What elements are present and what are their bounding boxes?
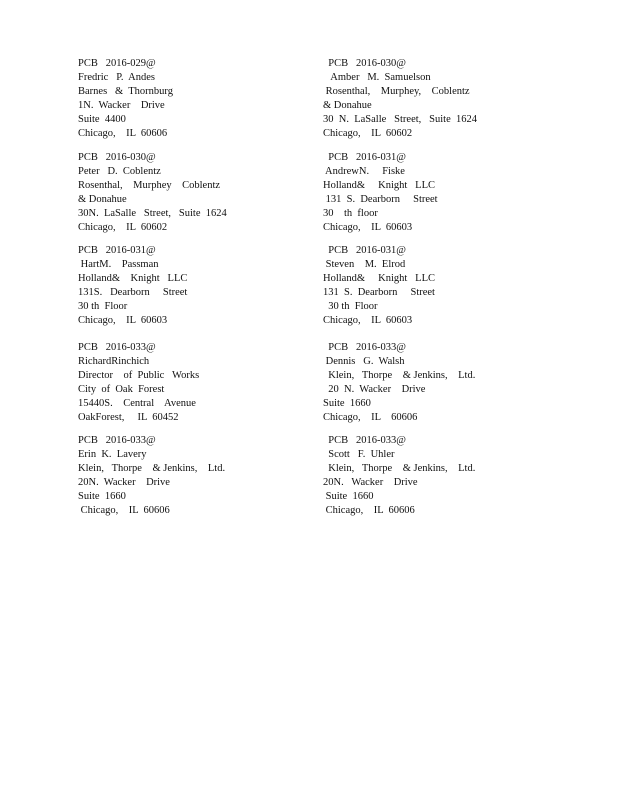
firm-name: Holland& Knight LLC <box>323 273 435 284</box>
city-state-zip: Chicago, IL 60603 <box>323 222 413 233</box>
address-block-elrod <box>323 244 563 328</box>
address-block-samuelson <box>323 57 563 141</box>
case-number: PCB 2016-033@ <box>78 435 156 446</box>
address-block-walsh <box>323 341 563 425</box>
city-state-zip: Chicago, IL 60606 <box>323 505 415 516</box>
recipient-name: AndrewN. Fiske <box>323 166 405 177</box>
street-address: 30 N. LaSalle Street, Suite 1624 <box>323 114 477 125</box>
street-address: 30N. LaSalle Street, Suite 1624 <box>78 208 227 219</box>
recipient-name: Dennis G. Walsh <box>323 356 405 367</box>
recipient-name: Amber M. Samuelson <box>323 72 431 83</box>
street-address: 15440S. Central Avenue <box>78 398 196 409</box>
floor: 30 th floor <box>323 208 378 219</box>
recipient-name: HartM. Passman <box>78 259 159 270</box>
city-state-zip: Chicago, IL 60602 <box>323 128 413 139</box>
city-state-zip: Chicago, IL 60606 <box>78 505 170 516</box>
firm-name: Barnes & Thornburg <box>78 86 173 97</box>
recipient-name: Steven M. Elrod <box>323 259 406 270</box>
city-state-zip: Chicago, IL 60602 <box>78 222 168 233</box>
suite: Suite 4400 <box>78 114 126 125</box>
firm-name-continued: & Donahue <box>323 100 372 111</box>
case-number: PCB 2016-030@ <box>323 58 406 69</box>
address-block-lavery <box>78 434 318 518</box>
recipient-name: Fredric P. Andes <box>78 72 155 83</box>
organization-name: City of Oak Forest <box>78 384 165 395</box>
firm-name: Klein, Thorpe & Jenkins, Ltd. <box>78 463 226 474</box>
case-number: PCB 2016-029@ <box>78 58 156 69</box>
recipient-name: Scott F. Uhler <box>323 449 395 460</box>
street-address: 20 N. Wacker Drive <box>323 384 426 395</box>
case-number: PCB 2016-030@ <box>78 152 156 163</box>
address-block-uhler <box>323 434 563 518</box>
city-state-zip: Chicago, IL 60606 <box>323 412 418 423</box>
suite: Suite 1660 <box>323 491 374 502</box>
street-address: 131 S. Dearborn Street <box>323 194 438 205</box>
recipient-title: Director of Public Works <box>78 370 200 381</box>
address-block-fiske <box>323 151 563 235</box>
case-number: PCB 2016-031@ <box>78 245 156 256</box>
street-address: 131 S. Dearborn Street <box>323 287 435 298</box>
city-state-zip: Chicago, IL 60603 <box>323 315 413 326</box>
address-block-coblentz <box>78 151 318 235</box>
street-address: 20N. Wacker Drive <box>78 477 170 488</box>
firm-name-continued: & Donahue <box>78 194 127 205</box>
firm-name: Rosenthal, Murphey Coblentz <box>78 180 221 191</box>
firm-name: Holland& Knight LLC <box>78 273 188 284</box>
firm-name: Klein, Thorpe & Jenkins, Ltd. <box>323 463 476 474</box>
street-address: 1N. Wacker Drive <box>78 100 165 111</box>
city-state-zip: OakForest, IL 60452 <box>78 412 179 423</box>
firm-name: Holland& Knight LLC <box>323 180 435 191</box>
recipient-name: Erin K. Lavery <box>78 449 147 460</box>
city-state-zip: Chicago, IL 60603 <box>78 315 168 326</box>
suite: Suite 1660 <box>78 491 126 502</box>
case-number: PCB 2016-033@ <box>323 342 406 353</box>
case-number: PCB 2016-033@ <box>78 342 156 353</box>
address-block-passman <box>78 244 318 328</box>
street-address: 20N. Wacker Drive <box>323 477 418 488</box>
recipient-name: Peter D. Coblentz <box>78 166 161 177</box>
floor: 30 th Floor <box>323 301 378 312</box>
floor: 30 th Floor <box>78 301 128 312</box>
case-number: PCB 2016-033@ <box>323 435 406 446</box>
city-state-zip: Chicago, IL 60606 <box>78 128 168 139</box>
street-address: 131S. Dearborn Street <box>78 287 188 298</box>
case-number: PCB 2016-031@ <box>323 245 406 256</box>
firm-name: Rosenthal, Murphey, Coblentz <box>323 86 470 97</box>
firm-name: Klein, Thorpe & Jenkins, Ltd. <box>323 370 476 381</box>
case-number: PCB 2016-031@ <box>323 152 406 163</box>
suite: Suite 1660 <box>323 398 371 409</box>
recipient-name: RichardRinchich <box>78 356 150 367</box>
address-block-rinchich <box>78 341 318 425</box>
address-block-andes <box>78 57 318 141</box>
